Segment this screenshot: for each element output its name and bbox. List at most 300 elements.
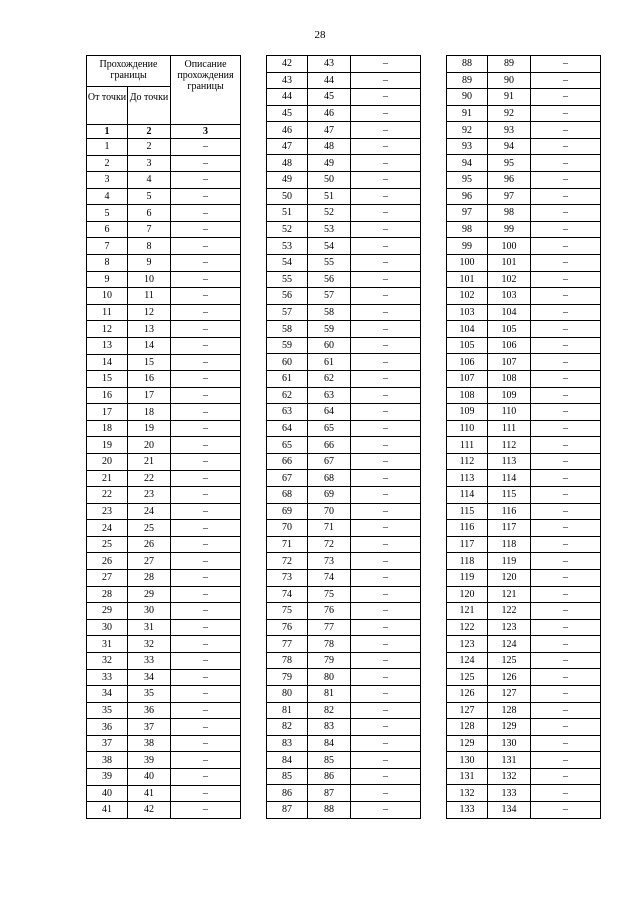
from-point-cell: 42 xyxy=(267,56,308,73)
to-point-cell: 57 xyxy=(308,288,351,305)
description-cell: – xyxy=(531,404,601,421)
to-point-cell: 23 xyxy=(128,487,171,504)
table-row xyxy=(267,72,421,89)
table-row xyxy=(87,570,241,587)
description-cell: – xyxy=(171,802,241,819)
description-cell: – xyxy=(351,337,421,354)
description-cell: – xyxy=(171,304,241,321)
table-row xyxy=(447,453,601,470)
to-point-cell: 30 xyxy=(128,603,171,620)
description-cell: – xyxy=(351,453,421,470)
table-row xyxy=(447,569,601,586)
table-row xyxy=(267,636,421,653)
table-row xyxy=(267,337,421,354)
description-cell: – xyxy=(171,288,241,305)
to-point-cell: 22 xyxy=(128,470,171,487)
from-point-cell: 114 xyxy=(447,487,488,504)
from-point-cell: 94 xyxy=(447,155,488,172)
table-row xyxy=(447,155,601,172)
table-row xyxy=(267,221,421,238)
table-row xyxy=(267,785,421,802)
description-cell: – xyxy=(351,520,421,537)
table-row xyxy=(447,536,601,553)
table-row xyxy=(447,553,601,570)
to-point-cell: 68 xyxy=(308,470,351,487)
from-point-cell: 124 xyxy=(447,652,488,669)
table-row xyxy=(447,288,601,305)
to-point-cell: 26 xyxy=(128,536,171,553)
from-point-cell: 104 xyxy=(447,321,488,338)
table-row xyxy=(87,255,241,272)
description-cell: – xyxy=(351,586,421,603)
description-cell: – xyxy=(171,139,241,156)
to-point-cell: 87 xyxy=(308,785,351,802)
boundary-table-part-2 xyxy=(266,55,421,819)
description-cell: – xyxy=(171,437,241,454)
header-passage: Прохождение границы xyxy=(87,56,171,87)
table-row xyxy=(267,735,421,752)
from-point-cell: 105 xyxy=(447,337,488,354)
description-cell: – xyxy=(351,636,421,653)
table-row xyxy=(87,453,241,470)
description-cell: – xyxy=(531,72,601,89)
to-point-cell: 99 xyxy=(488,221,531,238)
to-point-cell: 46 xyxy=(308,105,351,122)
from-point-cell: 28 xyxy=(87,586,128,603)
table-row xyxy=(447,487,601,504)
description-cell: – xyxy=(171,188,241,205)
to-point-cell: 96 xyxy=(488,172,531,189)
description-cell: – xyxy=(351,603,421,620)
boundary-table-part-3 xyxy=(446,55,601,819)
table-row xyxy=(267,685,421,702)
table-row xyxy=(267,503,421,520)
to-point-cell: 18 xyxy=(128,404,171,421)
to-point-cell: 89 xyxy=(488,56,531,73)
from-point-cell: 126 xyxy=(447,685,488,702)
to-point-cell: 35 xyxy=(128,686,171,703)
from-point-cell: 103 xyxy=(447,304,488,321)
from-point-cell: 40 xyxy=(87,785,128,802)
from-point-cell: 54 xyxy=(267,254,308,271)
table-row xyxy=(87,371,241,388)
to-point-cell: 17 xyxy=(128,387,171,404)
to-point-cell: 32 xyxy=(128,636,171,653)
description-cell: – xyxy=(531,89,601,106)
table-row xyxy=(267,387,421,404)
to-point-cell: 11 xyxy=(128,288,171,305)
description-cell: – xyxy=(171,271,241,288)
table-row xyxy=(447,337,601,354)
description-cell: – xyxy=(531,437,601,454)
from-point-cell: 66 xyxy=(267,453,308,470)
to-point-cell: 43 xyxy=(308,56,351,73)
from-point-cell: 29 xyxy=(87,603,128,620)
from-point-cell: 17 xyxy=(87,404,128,421)
description-cell: – xyxy=(531,453,601,470)
to-point-cell: 85 xyxy=(308,752,351,769)
table-row xyxy=(447,636,601,653)
to-point-cell: 80 xyxy=(308,669,351,686)
to-point-cell: 66 xyxy=(308,437,351,454)
to-point-cell: 38 xyxy=(128,735,171,752)
from-point-cell: 69 xyxy=(267,503,308,520)
table-row xyxy=(87,288,241,305)
to-point-cell: 125 xyxy=(488,652,531,669)
description-cell: – xyxy=(531,387,601,404)
description-cell: – xyxy=(351,735,421,752)
from-point-cell: 98 xyxy=(447,221,488,238)
from-point-cell: 23 xyxy=(87,503,128,520)
description-cell: – xyxy=(171,768,241,785)
description-cell: – xyxy=(171,155,241,172)
from-point-cell: 1 xyxy=(87,139,128,156)
description-cell: – xyxy=(351,321,421,338)
table-row xyxy=(267,122,421,139)
description-cell: – xyxy=(531,536,601,553)
to-point-cell: 107 xyxy=(488,354,531,371)
from-point-cell: 74 xyxy=(267,586,308,603)
from-point-cell: 112 xyxy=(447,453,488,470)
description-cell: – xyxy=(351,238,421,255)
to-point-cell: 100 xyxy=(488,238,531,255)
header-col-number: 2 xyxy=(128,125,171,139)
from-point-cell: 45 xyxy=(267,105,308,122)
to-point-cell: 34 xyxy=(128,669,171,686)
to-point-cell: 77 xyxy=(308,619,351,636)
description-cell: – xyxy=(531,719,601,736)
description-cell: – xyxy=(531,802,601,819)
table-row xyxy=(447,271,601,288)
table-row xyxy=(447,520,601,537)
from-point-cell: 72 xyxy=(267,553,308,570)
table-row xyxy=(447,254,601,271)
to-point-cell: 129 xyxy=(488,719,531,736)
to-point-cell: 97 xyxy=(488,188,531,205)
table-row xyxy=(267,520,421,537)
to-point-cell: 132 xyxy=(488,768,531,785)
table-row xyxy=(267,553,421,570)
from-point-cell: 76 xyxy=(267,619,308,636)
description-cell: – xyxy=(351,72,421,89)
table-row xyxy=(447,370,601,387)
table-row xyxy=(87,387,241,404)
to-point-cell: 82 xyxy=(308,702,351,719)
from-point-cell: 11 xyxy=(87,304,128,321)
to-point-cell: 93 xyxy=(488,122,531,139)
from-point-cell: 37 xyxy=(87,735,128,752)
table-row xyxy=(447,603,601,620)
description-cell: – xyxy=(531,520,601,537)
from-point-cell: 14 xyxy=(87,354,128,371)
to-point-cell: 86 xyxy=(308,768,351,785)
from-point-cell: 130 xyxy=(447,752,488,769)
from-point-cell: 50 xyxy=(267,188,308,205)
from-point-cell: 127 xyxy=(447,702,488,719)
from-point-cell: 128 xyxy=(447,719,488,736)
table-row xyxy=(267,288,421,305)
description-cell: – xyxy=(171,404,241,421)
table-body xyxy=(447,56,601,819)
to-point-cell: 27 xyxy=(128,553,171,570)
to-point-cell: 94 xyxy=(488,138,531,155)
from-point-cell: 32 xyxy=(87,652,128,669)
description-cell: – xyxy=(171,669,241,686)
from-point-cell: 115 xyxy=(447,503,488,520)
description-cell: – xyxy=(351,254,421,271)
description-cell: – xyxy=(351,503,421,520)
from-point-cell: 25 xyxy=(87,536,128,553)
from-point-cell: 70 xyxy=(267,520,308,537)
table-row xyxy=(87,437,241,454)
to-point-cell: 123 xyxy=(488,619,531,636)
to-point-cell: 101 xyxy=(488,254,531,271)
to-point-cell: 24 xyxy=(128,503,171,520)
table-row xyxy=(87,686,241,703)
table-row xyxy=(447,387,601,404)
description-cell: – xyxy=(531,669,601,686)
table-row xyxy=(447,652,601,669)
to-point-cell: 122 xyxy=(488,603,531,620)
from-point-cell: 108 xyxy=(447,387,488,404)
table-row xyxy=(87,652,241,669)
to-point-cell: 117 xyxy=(488,520,531,537)
description-cell: – xyxy=(351,354,421,371)
to-point-cell: 20 xyxy=(128,437,171,454)
table-row xyxy=(447,138,601,155)
description-cell: – xyxy=(351,271,421,288)
description-cell: – xyxy=(171,172,241,189)
description-cell: – xyxy=(531,702,601,719)
table-row xyxy=(267,719,421,736)
table-row xyxy=(447,802,601,819)
to-point-cell: 63 xyxy=(308,387,351,404)
table-row xyxy=(267,304,421,321)
to-point-cell: 36 xyxy=(128,702,171,719)
from-point-cell: 107 xyxy=(447,370,488,387)
table-row xyxy=(87,752,241,769)
from-point-cell: 131 xyxy=(447,768,488,785)
from-point-cell: 89 xyxy=(447,72,488,89)
table-body xyxy=(267,56,421,819)
table-row xyxy=(87,619,241,636)
table-row xyxy=(447,56,601,73)
table-row xyxy=(87,404,241,421)
to-point-cell: 33 xyxy=(128,652,171,669)
table-row xyxy=(267,702,421,719)
to-point-cell: 50 xyxy=(308,172,351,189)
description-cell: – xyxy=(351,719,421,736)
to-point-cell: 41 xyxy=(128,785,171,802)
page-number: 28 xyxy=(314,29,326,41)
table-row xyxy=(87,503,241,520)
description-cell: – xyxy=(351,221,421,238)
table-row xyxy=(267,437,421,454)
from-point-cell: 121 xyxy=(447,603,488,620)
table-row xyxy=(447,72,601,89)
from-point-cell: 12 xyxy=(87,321,128,338)
description-cell: – xyxy=(171,785,241,802)
to-point-cell: 44 xyxy=(308,72,351,89)
from-point-cell: 31 xyxy=(87,636,128,653)
from-point-cell: 41 xyxy=(87,802,128,819)
table-row xyxy=(447,188,601,205)
description-cell: – xyxy=(351,56,421,73)
from-point-cell: 85 xyxy=(267,768,308,785)
from-point-cell: 88 xyxy=(447,56,488,73)
from-point-cell: 26 xyxy=(87,553,128,570)
description-cell: – xyxy=(171,255,241,272)
description-cell: – xyxy=(351,288,421,305)
table-row xyxy=(87,470,241,487)
from-point-cell: 9 xyxy=(87,271,128,288)
from-point-cell: 16 xyxy=(87,387,128,404)
from-point-cell: 58 xyxy=(267,321,308,338)
table-row xyxy=(87,155,241,172)
to-point-cell: 104 xyxy=(488,304,531,321)
from-point-cell: 125 xyxy=(447,669,488,686)
table-row xyxy=(267,370,421,387)
description-cell: – xyxy=(531,768,601,785)
from-point-cell: 113 xyxy=(447,470,488,487)
from-point-cell: 116 xyxy=(447,520,488,537)
description-cell: – xyxy=(531,238,601,255)
header-to-point: До точки xyxy=(128,87,171,125)
to-point-cell: 51 xyxy=(308,188,351,205)
to-point-cell: 61 xyxy=(308,354,351,371)
from-point-cell: 22 xyxy=(87,487,128,504)
to-point-cell: 131 xyxy=(488,752,531,769)
description-cell: – xyxy=(171,702,241,719)
table-row xyxy=(87,785,241,802)
table-row xyxy=(267,453,421,470)
to-point-cell: 76 xyxy=(308,603,351,620)
description-cell: – xyxy=(351,188,421,205)
description-cell: – xyxy=(351,304,421,321)
table-row xyxy=(447,768,601,785)
to-point-cell: 118 xyxy=(488,536,531,553)
description-cell: – xyxy=(531,487,601,504)
to-point-cell: 75 xyxy=(308,586,351,603)
from-point-cell: 59 xyxy=(267,337,308,354)
from-point-cell: 106 xyxy=(447,354,488,371)
to-point-cell: 59 xyxy=(308,321,351,338)
to-point-cell: 3 xyxy=(128,155,171,172)
from-point-cell: 119 xyxy=(447,569,488,586)
from-point-cell: 117 xyxy=(447,536,488,553)
from-point-cell: 91 xyxy=(447,105,488,122)
header-description: Описание прохождения границы xyxy=(171,56,241,125)
from-point-cell: 3 xyxy=(87,172,128,189)
from-point-cell: 7 xyxy=(87,238,128,255)
description-cell: – xyxy=(531,304,601,321)
from-point-cell: 33 xyxy=(87,669,128,686)
table-row xyxy=(87,553,241,570)
from-point-cell: 62 xyxy=(267,387,308,404)
table-row xyxy=(447,122,601,139)
table-row xyxy=(87,768,241,785)
to-point-cell: 9 xyxy=(128,255,171,272)
description-cell: – xyxy=(351,619,421,636)
table-row xyxy=(267,89,421,106)
description-cell: – xyxy=(351,553,421,570)
from-point-cell: 95 xyxy=(447,172,488,189)
from-point-cell: 87 xyxy=(267,802,308,819)
to-point-cell: 37 xyxy=(128,719,171,736)
description-cell: – xyxy=(531,735,601,752)
table-row xyxy=(447,105,601,122)
table-row xyxy=(267,619,421,636)
from-point-cell: 67 xyxy=(267,470,308,487)
to-point-cell: 84 xyxy=(308,735,351,752)
description-cell: – xyxy=(531,370,601,387)
description-cell: – xyxy=(171,586,241,603)
table-row xyxy=(87,337,241,354)
description-cell: – xyxy=(171,487,241,504)
table-row xyxy=(267,586,421,603)
description-cell: – xyxy=(171,371,241,388)
description-cell: – xyxy=(351,155,421,172)
to-point-cell: 39 xyxy=(128,752,171,769)
to-point-cell: 127 xyxy=(488,685,531,702)
from-point-cell: 36 xyxy=(87,719,128,736)
description-cell: – xyxy=(531,503,601,520)
description-cell: – xyxy=(531,155,601,172)
to-point-cell: 25 xyxy=(128,520,171,537)
description-cell: – xyxy=(531,254,601,271)
description-cell: – xyxy=(531,105,601,122)
description-cell: – xyxy=(531,321,601,338)
from-point-cell: 102 xyxy=(447,288,488,305)
from-point-cell: 109 xyxy=(447,404,488,421)
description-cell: – xyxy=(351,768,421,785)
to-point-cell: 49 xyxy=(308,155,351,172)
table-row xyxy=(447,205,601,222)
from-point-cell: 21 xyxy=(87,470,128,487)
to-point-cell: 28 xyxy=(128,570,171,587)
table-row xyxy=(267,669,421,686)
header-col-number: 3 xyxy=(171,125,241,139)
to-point-cell: 42 xyxy=(128,802,171,819)
to-point-cell: 53 xyxy=(308,221,351,238)
from-point-cell: 55 xyxy=(267,271,308,288)
to-point-cell: 134 xyxy=(488,802,531,819)
table-row xyxy=(267,354,421,371)
description-cell: – xyxy=(171,420,241,437)
from-point-cell: 110 xyxy=(447,420,488,437)
to-point-cell: 70 xyxy=(308,503,351,520)
from-point-cell: 44 xyxy=(267,89,308,106)
from-point-cell: 61 xyxy=(267,370,308,387)
to-point-cell: 102 xyxy=(488,271,531,288)
description-cell: – xyxy=(351,205,421,222)
description-cell: – xyxy=(351,370,421,387)
to-point-cell: 6 xyxy=(128,205,171,222)
to-point-cell: 13 xyxy=(128,321,171,338)
to-point-cell: 115 xyxy=(488,487,531,504)
table-row xyxy=(447,752,601,769)
from-point-cell: 133 xyxy=(447,802,488,819)
description-cell: – xyxy=(531,470,601,487)
to-point-cell: 111 xyxy=(488,420,531,437)
from-point-cell: 19 xyxy=(87,437,128,454)
from-point-cell: 90 xyxy=(447,89,488,106)
to-point-cell: 52 xyxy=(308,205,351,222)
from-point-cell: 71 xyxy=(267,536,308,553)
to-point-cell: 15 xyxy=(128,354,171,371)
table-row xyxy=(447,321,601,338)
from-point-cell: 20 xyxy=(87,453,128,470)
